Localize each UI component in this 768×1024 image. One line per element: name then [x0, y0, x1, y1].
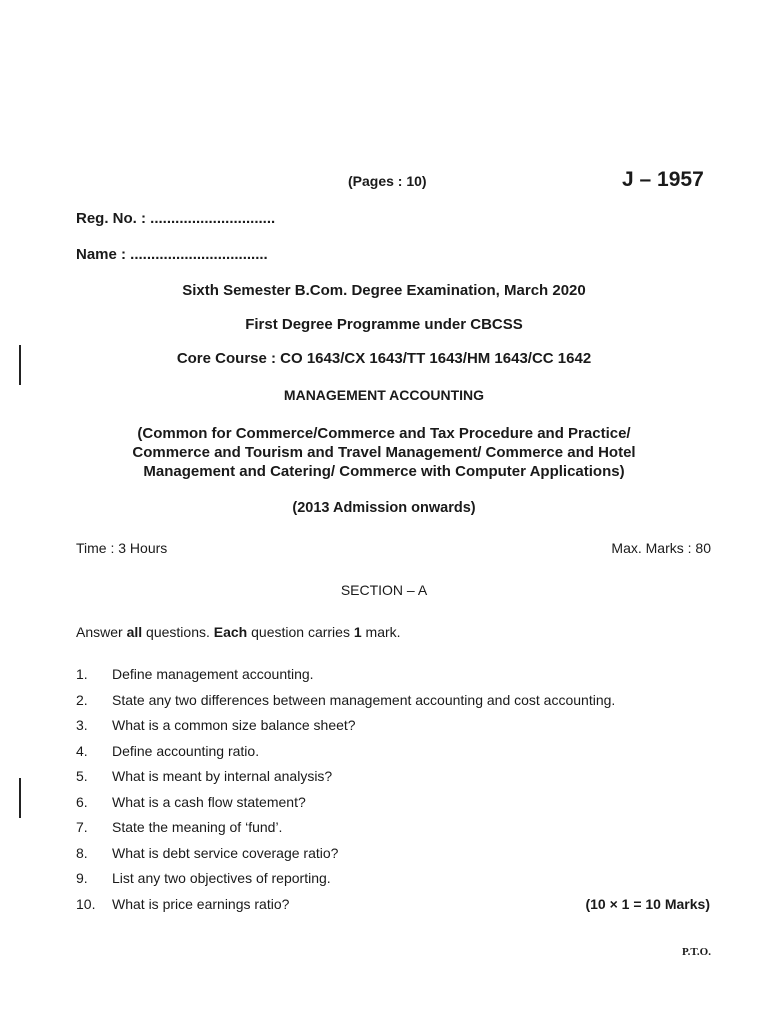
question-item [76, 845, 716, 871]
instruction-bold-all: all [126, 624, 143, 640]
question-number: 4. [76, 742, 88, 759]
section-total-marks: (10 × 1 = 10 Marks) [585, 895, 710, 912]
common-for-note [0, 424, 768, 481]
question-text: Define management accounting. [112, 666, 314, 682]
question-item [76, 870, 716, 896]
question-text: State any two differences between management accounting and cost accounting. [112, 691, 616, 708]
question-number: 7. [76, 819, 88, 835]
max-marks: Max. Marks : 80 [611, 540, 711, 556]
question-number: 6. [76, 793, 88, 810]
exam-title: Sixth Semester B.Com. Degree Examination, March 2020 [182, 282, 586, 299]
question-number: 1. [76, 666, 88, 682]
instruction-part-3: question carries [247, 624, 354, 640]
question-item [76, 896, 716, 922]
question-text: What is meant by internal analysis? [112, 768, 333, 784]
instruction-bold-one: 1 [353, 624, 362, 640]
question-number: 5. [76, 768, 88, 784]
question-item [76, 717, 716, 743]
scan-margin-mark [19, 778, 21, 818]
question-list [76, 666, 716, 921]
instruction-part-4: mark. [361, 624, 401, 640]
common-line-1: (Common for Commerce/Commerce and Tax Procedure and Practice/ [137, 425, 631, 442]
pages-count: (Pages : 10) [348, 173, 427, 189]
question-item [76, 692, 716, 718]
name-field: Name : ................................. [76, 246, 268, 263]
question-number: 8. [76, 844, 88, 861]
question-text: Define accounting ratio. [112, 742, 260, 759]
question-text: What is price earnings ratio? [112, 895, 290, 912]
reg-no-field: Reg. No. : .............................. [76, 210, 276, 227]
question-item [76, 819, 716, 845]
course-code-line: Core Course : CO 1643/CX 1643/TT 1643/HM 1643/CC 1642 [176, 350, 592, 367]
common-line-3: Management and Catering/ Commerce with Computer Applications) [143, 463, 625, 480]
admission-note: (2013 Admission onwards) [292, 500, 476, 516]
instruction-part-1: Answer [76, 624, 127, 640]
instruction-part-2: questions. [142, 624, 214, 640]
question-number: 2. [76, 691, 88, 708]
question-text: List any two objectives of reporting. [112, 870, 331, 886]
subject-title: MANAGEMENT ACCOUNTING [283, 387, 485, 403]
question-number: 10. [76, 895, 96, 912]
scan-margin-mark [19, 345, 21, 385]
section-instruction [76, 624, 401, 640]
question-item [76, 743, 716, 769]
question-text: State the meaning of ‘fund’. [112, 819, 283, 835]
question-text: What is debt service coverage ratio? [112, 844, 339, 861]
pto-note: P.T.O. [681, 946, 711, 958]
paper-code: J – 1957 [622, 168, 704, 191]
common-line-2: Commerce and Tourism and Travel Management/ Commerce and Hotel [132, 444, 636, 461]
question-text: What is a cash flow statement? [112, 793, 306, 810]
question-item [76, 768, 716, 794]
question-number: 3. [76, 717, 88, 733]
question-text: What is a common size balance sheet? [112, 717, 356, 733]
time-duration: Time : 3 Hours [76, 540, 168, 556]
question-item [76, 666, 716, 692]
programme-title: First Degree Programme under CBCSS [245, 316, 523, 333]
section-heading: SECTION – A [340, 582, 428, 598]
instruction-bold-each: Each [213, 624, 248, 640]
question-number: 9. [76, 870, 88, 886]
question-item [76, 794, 716, 820]
